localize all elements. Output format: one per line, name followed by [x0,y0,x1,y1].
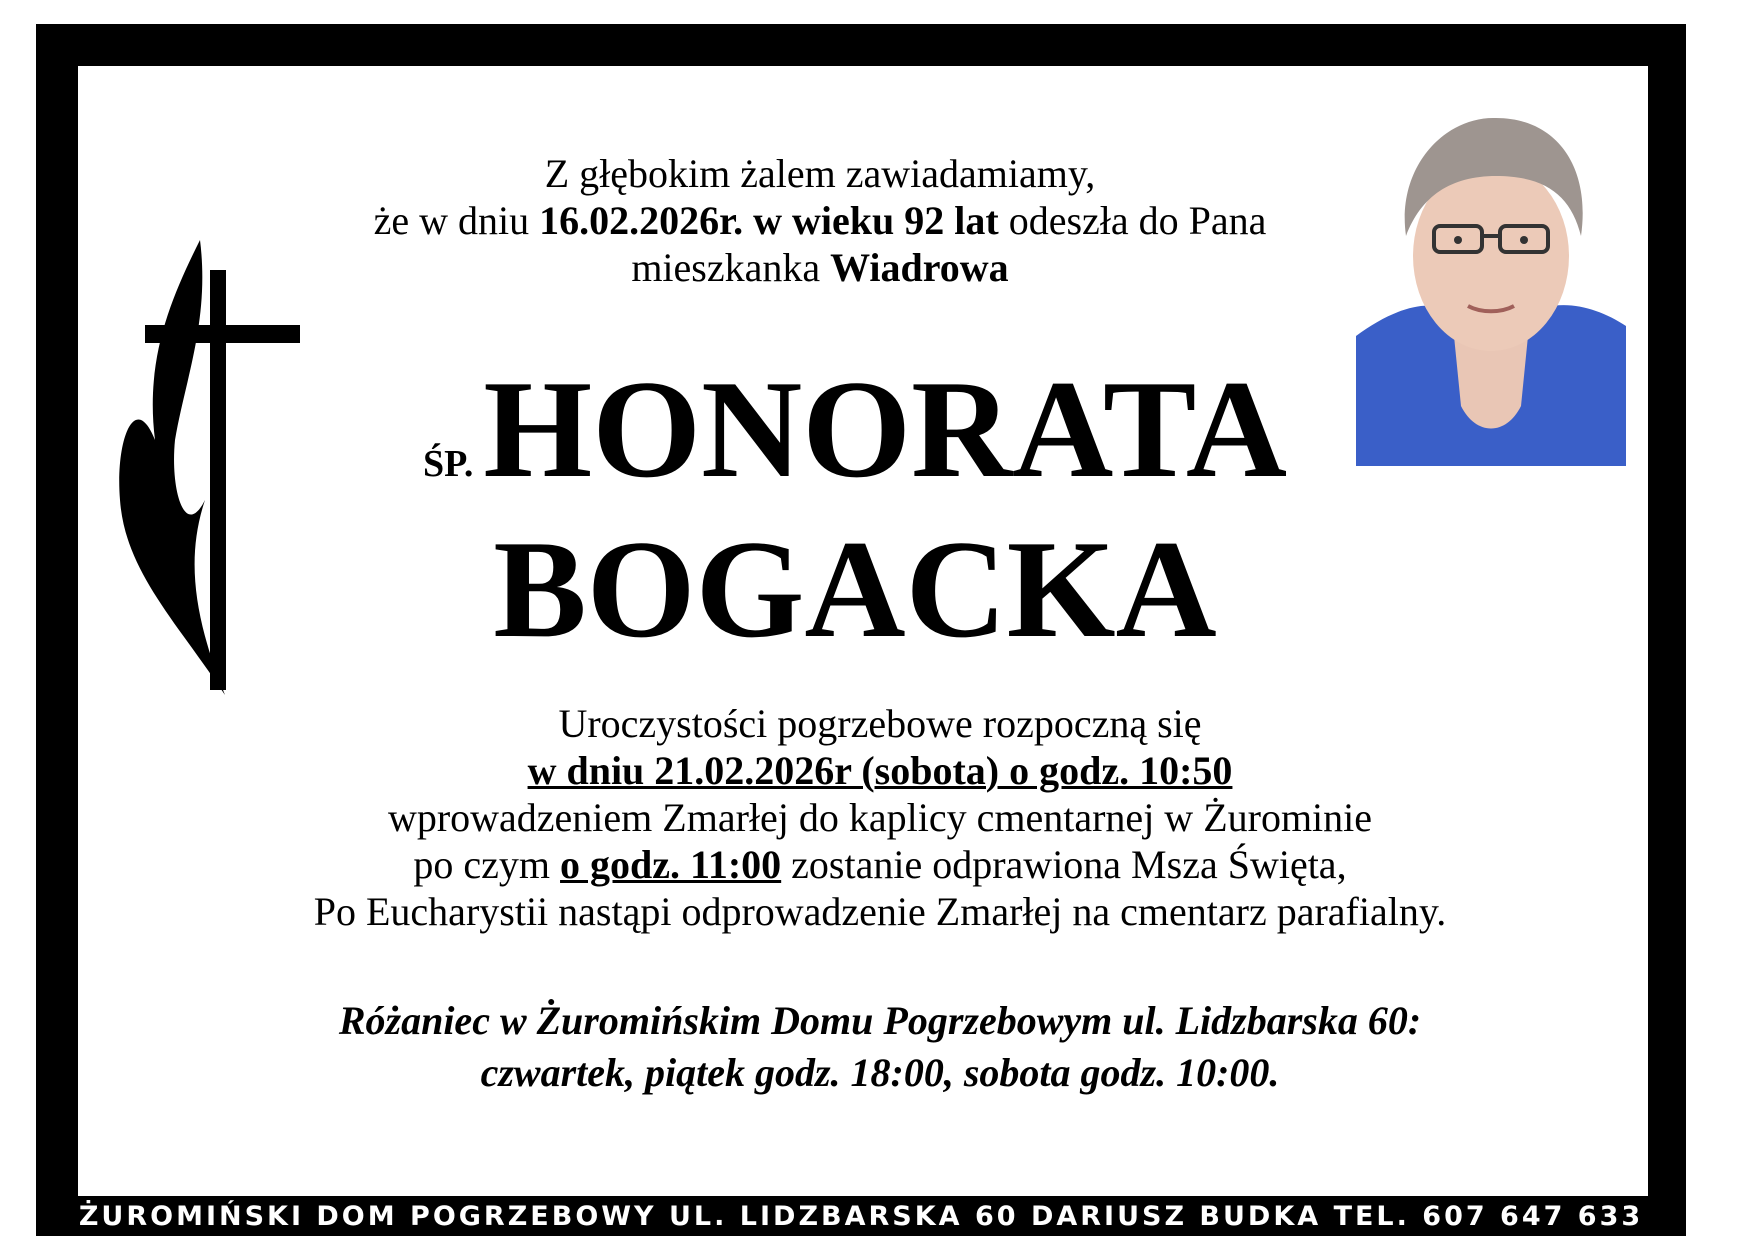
sp-prefix: ŚP. [422,443,474,485]
mass-time: o godz. 11:00 [560,842,782,887]
intro-line-1: Z głębokim żalem zawiadamiamy, [544,151,1096,196]
intro-line-2 [220,197,1420,244]
ceremony-date-time: w dniu 21.02.2026r (sobota) o godz. 10:50 [527,748,1233,793]
cross-horizontal-bar [145,325,300,343]
ceremony-line-4-pre: po czym [413,842,561,887]
funeral-home-footer: ŻUROMIŃSKI DOM POGRZEBOWY UL. LIDZBARSKA 60 DARIUSZ BUDKA TEL. 607 647 633 [78,1201,1644,1232]
ceremony-line-1: Uroczystości pogrzebowe rozpoczną się [558,701,1202,746]
intro-line-2-post: odeszła do Pana [998,198,1267,243]
intro-line-3 [220,244,1420,291]
ceremony-text [140,700,1620,935]
deceased-first-name-line [330,352,1380,534]
intro-line-3-pre: mieszkanka [631,245,831,290]
deceased-last-name: BOGACKA [493,512,1217,667]
rosary-text [140,995,1620,1099]
intro-line-2-pre: że w dniu [373,198,540,243]
ceremony-line-4-post: zostanie odprawiona Msza Święta, [781,842,1347,887]
rosary-line-1: Różaniec w Żuromińskim Domu Pogrzebowym ul. Lidzbarska 60: [338,998,1422,1043]
cross-with-flame-icon [115,240,305,700]
intro-text [220,150,1420,291]
ceremony-line-2 [140,747,1620,794]
rosary-line-2: czwartek, piątek godz. 18:00, sobota godz. 10:00. [480,1050,1280,1095]
flame-shape [119,240,225,695]
ceremony-line-3: wprowadzeniem Zmarłej do kaplicy cmentarnej w Żurominie [387,795,1373,840]
residence: Wiadrowa [830,245,1009,290]
deceased-first-name: HONORATA [483,352,1288,507]
ceremony-line-4 [140,841,1620,888]
ceremony-line-5: Po Eucharystii nastąpi odprowadzenie Zmarłej na cmentarz parafialny. [313,889,1447,934]
death-date-age: 16.02.2026r. w wieku 92 lat [539,198,999,243]
